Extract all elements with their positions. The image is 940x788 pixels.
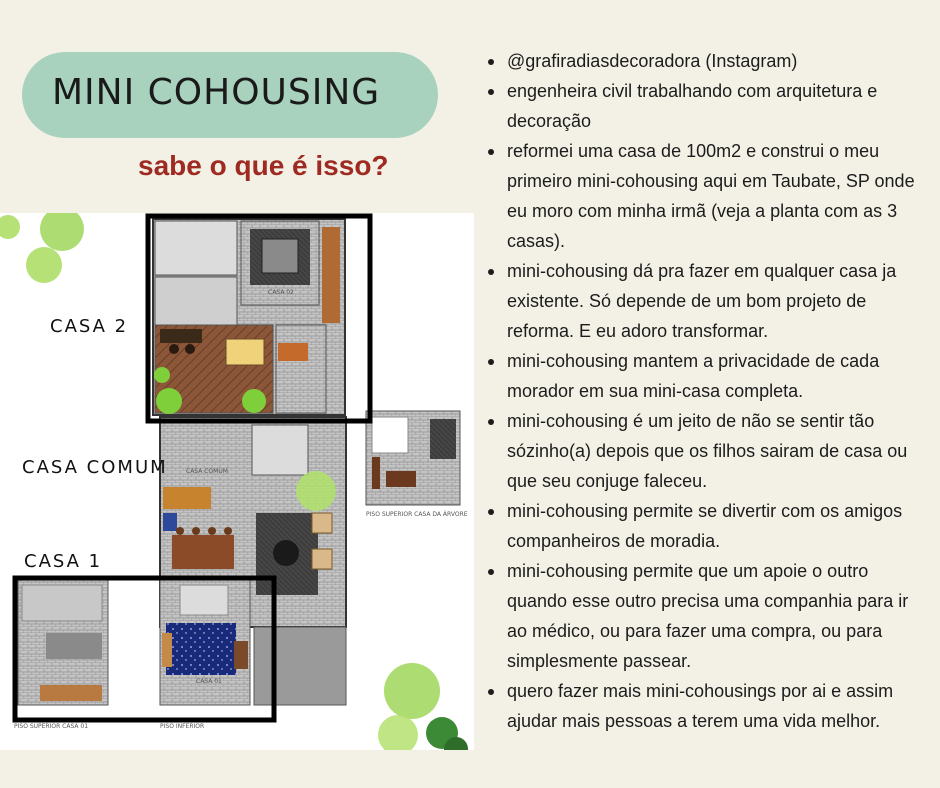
caption-upper-casa01: PISO SUPERIOR CASA 01 [14,723,89,730]
tree-icon [378,663,468,750]
bullet-item: engenheira civil trabalhando com arquitetura e decoração [486,76,926,136]
bullet-item: quero fazer mais mini-cohousings por ai e assim ajudar mais pessoas a terem uma vida melhor. [486,676,926,736]
caption-lower: PISO INFERIOR [160,723,205,730]
floor-plan-drawing [0,213,474,750]
tree-icon [0,213,84,283]
bullet-item: mini-cohousing permite se divertir com os amigos companheiros de moradia. [486,496,926,556]
bullet-item: mini-cohousing dá pra fazer em qualquer casa ja existente. Só depende de um bom projeto de reforma. E eu adoro transformar. [486,256,926,346]
casa-2-plan [153,219,345,415]
label-casa-comum: CASA COMUM [22,457,168,478]
label-casa-1: CASA 1 [24,551,103,572]
caption-tree-house: PISO SUPERIOR CASA DA ÁRVORE [366,511,468,518]
page-title: MINI COHOUSING [52,72,381,113]
bullet-item: mini-cohousing mantem a privacidade de cada morador em sua mini-casa completa. [486,346,926,406]
room-tag-casa01: CASA 01 [196,678,222,685]
floor-plan [0,213,474,750]
page-subtitle: sabe o que é isso? [138,150,389,181]
room-tag-casa-comum: CASA COMUM [186,468,228,475]
label-casa-2: CASA 2 [50,316,129,337]
bullet-list [486,46,926,736]
bullet-item: mini-cohousing é um jeito de não se sentir tão sózinho(a) depois que os filhos sairam de casa ou que seu conjuge faleceu. [486,406,926,496]
tree-house-plan [366,411,460,505]
bullet-item: mini-cohousing permite que um apoie o outro quando esse outro precisa uma companhia para ir ao médico, ou para fazer uma compra, ou para simplesmente passear. [486,556,926,676]
bullet-item: @grafiradiasdecoradora (Instagram) [486,46,926,76]
bullet-item: reformei uma casa de 100m2 e construi o meu primeiro mini-cohousing aqui em Taubate, SP onde eu moro com minha irmã (veja a planta com as 3 casas). [486,136,926,256]
room-tag-casa02: CASA 02 [268,289,294,296]
